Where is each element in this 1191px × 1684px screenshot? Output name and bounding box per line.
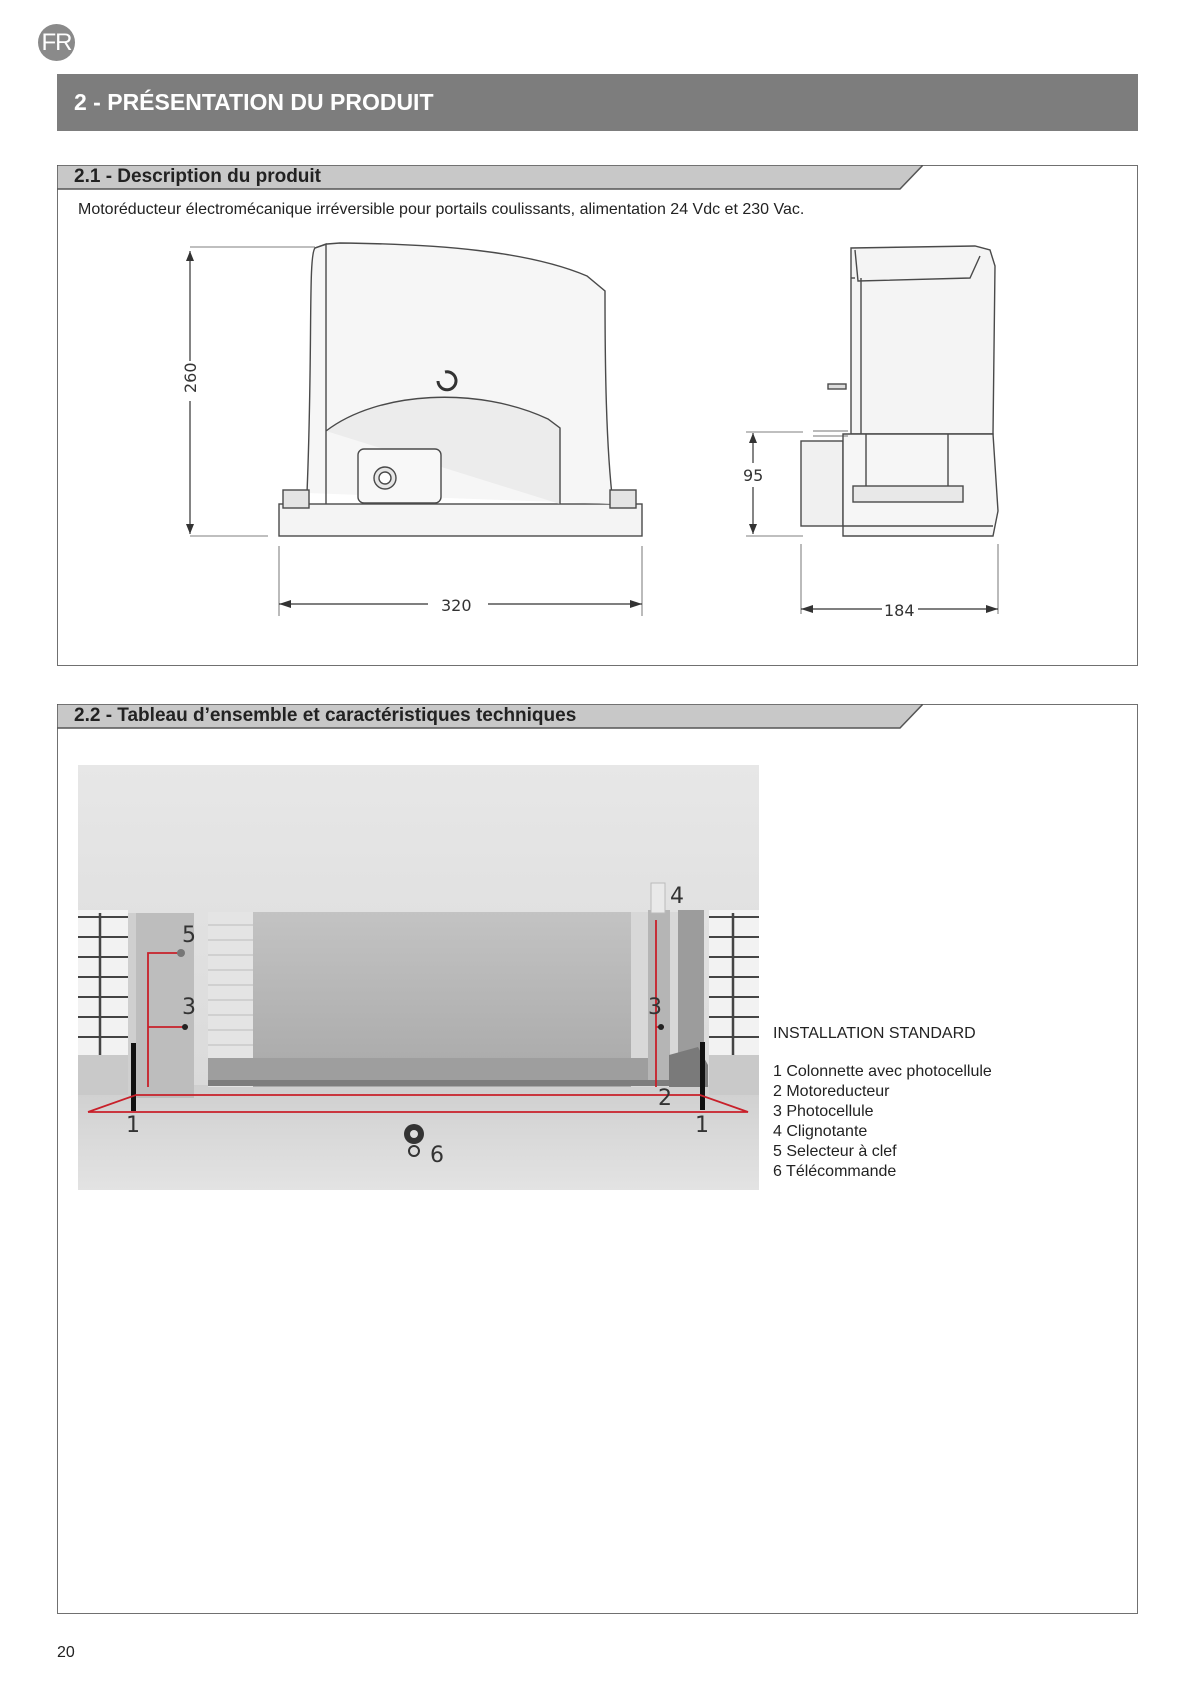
side-view-drawing [746,246,998,614]
legend-item: 3 Photocellule [773,1103,874,1120]
label-1-left: 1 [126,1113,140,1138]
main-section-title: 2 - PRÉSENTATION DU PRODUIT [57,74,1138,131]
legend-item: 2 Motoreducteur [773,1083,890,1100]
technical-overview-section [57,704,1138,1614]
legend-item: 1 Colonnette avec photocellule [773,1063,992,1080]
product-description-text: Motoréducteur électromécanique irréversible pour portails coulissants, alimentation 24 Vdc et 230 Vac. [78,201,805,218]
legend-title: INSTALLATION STANDARD [773,1025,976,1042]
front-view-drawing [186,243,642,616]
label-2: 2 [658,1086,672,1111]
height-dimension: 260 [181,362,200,393]
section-header-2-2 [57,704,923,729]
legend-item: 6 Télécommande [773,1163,897,1180]
label-1-right: 1 [695,1113,709,1138]
label-5: 5 [182,923,196,948]
installation-illustration [78,765,759,1190]
photocell-post-left [131,1043,136,1111]
label-3-right: 3 [648,995,662,1020]
label-6: 6 [430,1143,444,1168]
base-height-dimension: 95 [743,466,764,485]
left-fence [78,910,128,1095]
width-dimension: 320 [441,596,472,615]
legend-item: 5 Selecteur à clef [773,1143,897,1160]
legend-item: 4 Clignotante [773,1123,868,1140]
page-number: 20 [57,1644,75,1661]
label-3-left: 3 [182,995,196,1020]
language-badge: FR [38,24,75,61]
section-title-2-2: 2.2 - Tableau d’ensemble et caractéristiques techniques [74,705,577,726]
installation-legend [773,1025,992,1182]
right-fence [709,910,759,1095]
flashing-light [651,883,665,913]
section-title-2-1: 2.1 - Description du produit [74,166,322,187]
photocell-post-right [700,1042,705,1110]
motor-technical-drawing [58,166,1136,664]
label-4: 4 [670,884,684,909]
product-description-section [57,165,1138,666]
depth-dimension: 184 [884,601,915,620]
